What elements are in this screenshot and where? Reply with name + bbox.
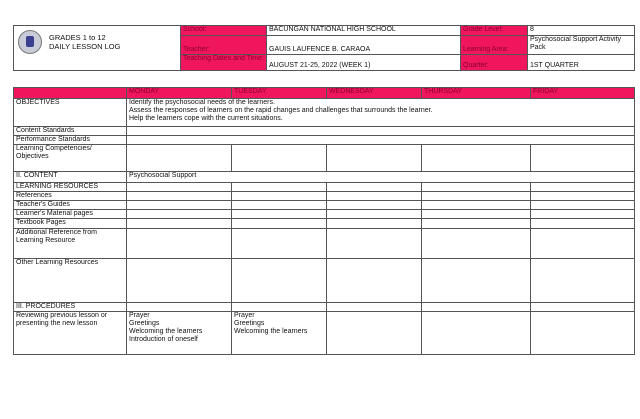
other-resources-label: Other Learning Resources [14,259,127,303]
day-friday: FRIDAY [531,88,635,99]
competencies-label: Learning Competencies/ Objectives [14,145,127,172]
day-tuesday: TUESDAY [232,88,327,99]
area-value: Psychosocial Support Activity Pack [528,36,635,55]
school-value: BACUNGAN NATIONAL HIGH SCHOOL [267,26,461,36]
content-text: Psychosocial Support [127,172,635,183]
area-label: Learning Area: [461,36,528,55]
additional-reference-label: Additional Reference from Learning Resource [14,229,127,259]
school-label: School: [181,26,267,36]
header-table [13,25,635,71]
quarter-label: Quarter: [461,55,528,71]
dates-value: AUGUST 21-25, 2022 (WEEK 1) [267,55,461,71]
performance-standards-label: Performance Standards [14,136,127,145]
grades-label: GRADES 1 to 12 [49,33,106,42]
deped-seal-icon [18,30,42,54]
grade-label: Grade Level: [461,26,528,36]
lesson-log-table [13,87,635,355]
dates-label: Teaching Dates and Time: [181,55,267,71]
content-standards-label: Content Standards [14,127,127,136]
objectives-text: Identify the psychosocial needs of the learners. Assess the responses of learners on the rapid changes and challenges that surrounds the learner. Help the learners cope with the current situations. [127,99,635,127]
content-label: II. CONTENT [14,172,127,183]
dll-title: DAILY LESSON LOG [49,42,121,51]
objectives-label: OBJECTIVES [14,99,127,127]
teacher-label: Teacher: [181,36,267,55]
procedures-label: III. PROCEDURES [14,303,127,312]
teacher-value: GAUIS LAUFENCE B. CARAOA [267,36,461,55]
textbook-label: Textbook Pages [14,219,127,229]
references-label: References [14,192,127,201]
day-wednesday: WEDNESDAY [327,88,422,99]
teachers-guides-label: Teacher's Guides [14,201,127,210]
reviewing-tuesday: Prayer Greetings Welcoming the learners [232,312,327,355]
learners-material-label: Learner's Material pages [14,210,127,219]
resources-label: LEARNING RESOURCES [14,183,127,192]
day-thursday: THURSDAY [422,88,531,99]
logo-cell [14,26,181,71]
reviewing-label: Reviewing previous lesson or presenting the new lesson [14,312,127,355]
reviewing-monday: Prayer Greetings Welcoming the learners Introduction of oneself [127,312,232,355]
day-header-row [14,88,635,99]
grade-value: 8 [528,26,635,36]
quarter-value: 1ST QUARTER [528,55,635,71]
day-monday: MONDAY [127,88,232,99]
